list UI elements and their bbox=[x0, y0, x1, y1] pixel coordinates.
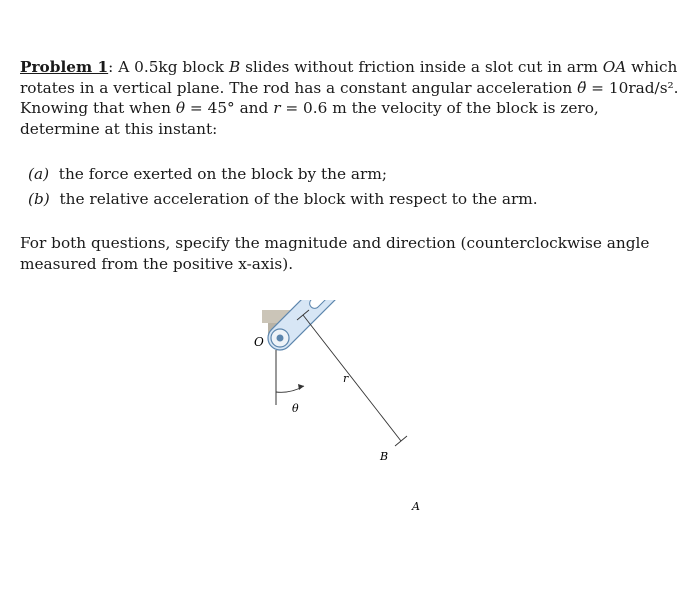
r-variable: r bbox=[273, 99, 281, 117]
statement-part: and bbox=[234, 99, 274, 117]
statement-part: slides without friction inside a slot cut in arm bbox=[240, 58, 603, 76]
question-a bbox=[28, 164, 387, 184]
problem-heading: Problem 1 bbox=[20, 58, 109, 76]
label-theta: θ bbox=[292, 402, 299, 415]
question-a-label: (a) bbox=[28, 165, 50, 183]
label-o: O bbox=[254, 335, 264, 349]
statement-part: : A 0.5kg block bbox=[108, 58, 229, 76]
arm bbox=[263, 300, 440, 355]
question-b bbox=[28, 189, 538, 209]
question-a-text: the force exerted on the block by the arm; bbox=[58, 165, 388, 183]
instructions: For both questions, specify the magnitude and direction (counterclockwise angle measured from the positive x-axis). bbox=[20, 234, 650, 273]
angular-acceleration-symbol: θ̈ bbox=[577, 78, 587, 97]
statement-part: Knowing that when bbox=[20, 99, 176, 117]
theta-symbol: θ bbox=[175, 99, 186, 117]
arm-variable: OA bbox=[602, 58, 627, 76]
question-b-label: (b) bbox=[28, 190, 50, 208]
pivot-pin bbox=[277, 335, 284, 342]
r-value: = 0.6 m bbox=[280, 99, 347, 117]
label-a: A bbox=[412, 500, 420, 513]
statement-part: the velocity of the block is zero, determine at this instant: bbox=[20, 99, 599, 138]
question-b-text: the relative acceleration of the block with respect to the arm. bbox=[59, 190, 538, 208]
label-b: B bbox=[380, 450, 389, 463]
slotted-arm-figure bbox=[240, 300, 440, 530]
r-dimension-tick bbox=[395, 436, 407, 446]
arm-body bbox=[263, 300, 440, 355]
statement-part: which rotates in a vertical plane. The rod has a constant angular acceleration bbox=[20, 58, 678, 97]
angle-value: = 45° bbox=[185, 99, 235, 117]
angular-acceleration-value: = 10rad/s². bbox=[586, 78, 679, 97]
label-r: r bbox=[343, 372, 349, 385]
problem-statement bbox=[20, 57, 680, 139]
block-variable: B bbox=[228, 58, 241, 76]
r-dimension-line bbox=[303, 315, 401, 441]
